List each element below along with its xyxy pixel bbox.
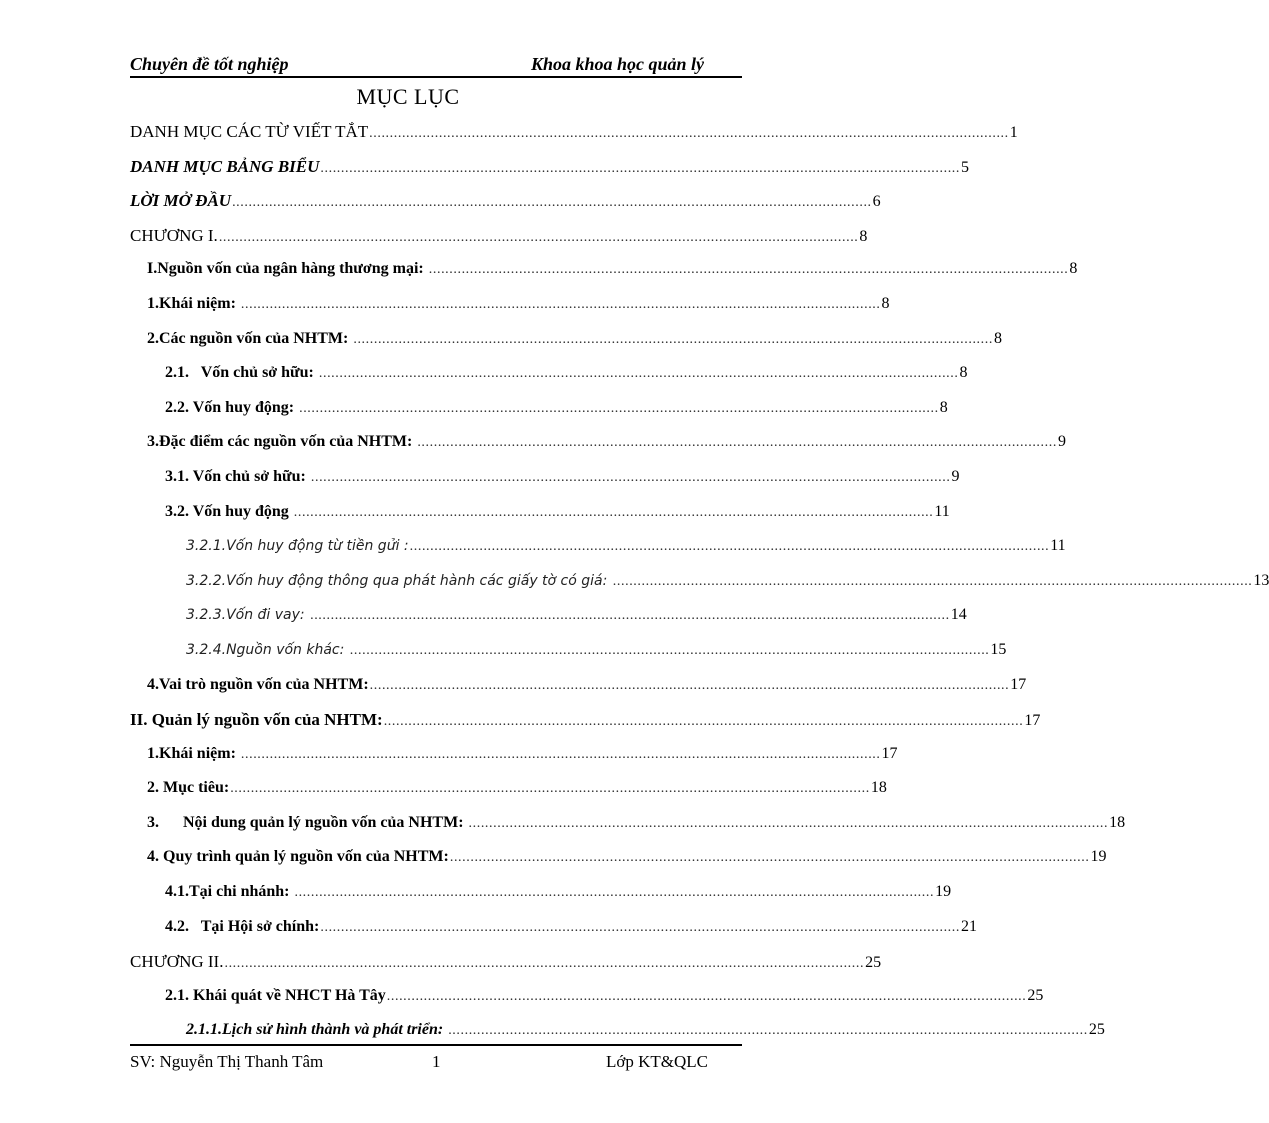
toc-entry[interactable]	[130, 848, 1107, 883]
toc-dot-leader: ............................................................................................................................................................	[417, 435, 1057, 451]
toc-entry-page: 19	[1090, 848, 1107, 866]
toc-entry[interactable]	[130, 571, 1269, 607]
toc-dot-leader: ............................................................................................................................................................	[448, 1023, 1088, 1039]
toc-entry[interactable]	[130, 329, 1002, 365]
toc-entry-label: 4.2. Tại Hội sở chính:	[165, 917, 320, 935]
toc-entry-page: 9	[1057, 433, 1066, 451]
toc-entry-label: II. Quản lý nguồn vốn của NHTM:	[130, 710, 383, 730]
page-header	[130, 52, 742, 78]
toc-entry[interactable]	[130, 364, 968, 399]
toc-entry-page: 25	[1027, 986, 1044, 1004]
toc-entry[interactable]	[130, 744, 898, 780]
toc-entry[interactable]	[130, 398, 948, 434]
toc-entry[interactable]	[130, 294, 890, 330]
toc-entry-label: 3.2. Vốn huy động	[165, 502, 293, 520]
table-of-contents	[130, 122, 1269, 1056]
toc-dot-leader: ............................................................................................................................................................	[383, 714, 1024, 730]
toc-dot-leader: ............................................................................................................................................................	[349, 642, 990, 658]
toc-dot-leader: ............................................................................................................................................................	[310, 469, 951, 485]
toc-entry-page: 17	[881, 744, 898, 762]
toc-entry[interactable]	[130, 779, 887, 814]
toc-entry[interactable]	[130, 122, 1018, 157]
toc-entry-page: 8	[859, 227, 868, 245]
toc-entry[interactable]	[130, 952, 882, 987]
toc-entry[interactable]	[130, 260, 1078, 295]
toc-entry-page: 13	[1253, 571, 1269, 589]
toc-entry[interactable]	[130, 986, 1044, 1022]
toc-entry-page: 19	[935, 883, 952, 901]
toc-entry-label: 4.1.Tại chi nhánh:	[165, 883, 294, 901]
page-title: MỤC LỤC	[356, 84, 460, 109]
toc-dot-leader: ............................................................................................................................................................	[230, 781, 870, 797]
toc-entry-label: 2. Mục tiêu:	[147, 779, 230, 797]
toc-entry-label: 1.Khái niệm:	[147, 294, 240, 312]
toc-entry-label: 3.2.4.Nguồn vốn khác:	[186, 641, 349, 658]
toc-dot-leader: ............................................................................................................................................................	[353, 331, 993, 347]
toc-entry-label: DANH MỤC CÁC TỪ VIẾT TẮT	[130, 122, 369, 141]
toc-entry-page: 5	[961, 158, 970, 176]
toc-entry-label: DANH MỤC BẢNG BIỂU	[130, 156, 320, 176]
toc-dot-leader: ............................................................................................................................................................	[293, 504, 934, 520]
toc-entry-label: CHƯƠNG I.	[130, 225, 218, 245]
toc-entry[interactable]	[130, 883, 952, 918]
toc-entry-page: 1	[1009, 124, 1018, 141]
toc-entry-page: 15	[990, 640, 1007, 658]
toc-entry-page: 14	[950, 606, 967, 624]
toc-entry[interactable]	[130, 675, 1027, 711]
toc-dot-leader: ............................................................................................................................................................	[299, 400, 939, 416]
toc-entry[interactable]	[130, 502, 950, 538]
toc-entry-page: 17	[1010, 675, 1027, 693]
toc-entry-label: 3.2.1.Vốn huy động từ tiền gửi :	[186, 538, 409, 555]
toc-dot-leader: ............................................................................................................................................................	[449, 850, 1090, 866]
toc-entry-page: 25	[1088, 1021, 1105, 1039]
header-left-text: Chuyên đề tốt nghiệp	[130, 54, 289, 74]
toc-entry-page: 8	[1069, 260, 1078, 278]
page-footer	[130, 1044, 742, 1076]
toc-entry-label: 4. Quy trình quản lý nguồn vốn của NHTM:	[147, 848, 449, 866]
toc-entry-label: 2.Các nguồn vốn của NHTM:	[147, 329, 353, 347]
toc-dot-leader: ............................................................................................................................................................	[612, 573, 1253, 589]
toc-dot-leader: ............................................................................................................................................................	[310, 608, 950, 624]
toc-entry[interactable]	[130, 225, 868, 261]
toc-dot-leader: ............................................................................................................................................................	[224, 956, 865, 972]
toc-entry-page: 18	[1109, 813, 1126, 831]
toc-dot-leader: ............................................................................................................................................................	[369, 677, 1010, 693]
toc-dot-leader: ............................................................................................................................................................	[218, 229, 859, 245]
toc-entry-page: 8	[881, 294, 890, 312]
toc-entry-page: 17	[1024, 712, 1041, 730]
toc-entry-page: 11	[1050, 537, 1066, 555]
toc-entry-label: 2.2. Vốn huy động:	[165, 398, 299, 416]
toc-entry[interactable]	[130, 156, 970, 192]
toc-entry-label: 3. Nội dung quản lý nguồn vốn của NHTM:	[147, 813, 468, 831]
toc-entry-page: 8	[959, 364, 968, 382]
toc-entry-page: 8	[993, 329, 1002, 347]
toc-entry-label: I.Nguồn vốn của ngân hàng thương mại:	[147, 260, 428, 278]
toc-entry[interactable]	[130, 606, 967, 641]
toc-dot-leader: ............................................................................................................................................................	[240, 296, 881, 312]
header-right-text: Khoa khoa học quản lý	[530, 54, 704, 74]
toc-entry-label: 1.Khái niệm:	[147, 744, 240, 762]
toc-entry[interactable]	[130, 917, 977, 953]
toc-entry[interactable]	[130, 813, 1126, 849]
toc-entry-page: 8	[939, 398, 948, 416]
toc-dot-leader: ............................................................................................................................................................	[318, 366, 959, 382]
toc-dot-leader: ............................................................................................................................................................	[386, 988, 1027, 1004]
toc-entry-label: CHƯƠNG II.	[130, 952, 224, 972]
toc-entry[interactable]	[130, 467, 960, 503]
toc-entry-label: LỜI MỞ ĐẦU	[130, 191, 232, 211]
toc-entry-label: 4.Vai trò nguồn vốn của NHTM:	[147, 675, 369, 693]
toc-entry-page: 11	[934, 502, 950, 520]
toc-entry-page: 18	[870, 779, 887, 797]
footer-class: Lớp KT&QLC	[605, 1052, 708, 1071]
footer-author: SV: Nguyễn Thị Thanh Tâm	[130, 1052, 324, 1071]
toc-entry[interactable]	[130, 191, 881, 226]
toc-dot-leader: ............................................................................................................................................................	[232, 195, 872, 211]
toc-dot-leader: ............................................................................................................................................................	[240, 746, 881, 762]
toc-entry-label: 2.1. Khái quát về NHCT Hà Tây	[165, 986, 386, 1004]
toc-entry[interactable]	[130, 710, 1041, 745]
toc-entry[interactable]	[130, 537, 1066, 572]
toc-entry-label: 3.1. Vốn chủ sở hữu:	[165, 467, 310, 485]
toc-entry-page: 21	[960, 917, 977, 935]
toc-dot-leader: ............................................................................................................................................................	[320, 160, 961, 176]
toc-dot-leader: ............................................................................................................................................................	[294, 885, 935, 901]
footer-page-number: 1	[432, 1052, 441, 1071]
toc-entry-page: 25	[865, 954, 882, 972]
toc-entry-label: 2.1.1.Lịch sử hình thành và phát triển:	[186, 1021, 448, 1039]
toc-entry[interactable]	[130, 640, 1007, 676]
toc-entry-label: 2.1. Vốn chủ sở hữu:	[165, 364, 318, 382]
toc-entry-page: 9	[951, 467, 960, 485]
toc-entry-label: 3.Đặc điểm các nguồn vốn của NHTM:	[147, 433, 417, 451]
toc-entry-page: 6	[872, 193, 881, 211]
toc-dot-leader: ............................................................................................................................................................	[409, 539, 1050, 555]
toc-dot-leader: ............................................................................................................................................................	[320, 919, 960, 935]
toc-dot-leader: ............................................................................................................................................................	[428, 262, 1069, 278]
toc-entry-label: 3.2.3.Vốn đi vay:	[186, 607, 310, 624]
toc-dot-leader: ............................................................................................................................................................	[369, 126, 1009, 141]
toc-dot-leader: ............................................................................................................................................................	[468, 815, 1109, 831]
toc-entry-label: 3.2.2.Vốn huy động thông qua phát hành các giấy tờ có giá:	[186, 572, 612, 589]
toc-entry[interactable]	[130, 433, 1066, 468]
